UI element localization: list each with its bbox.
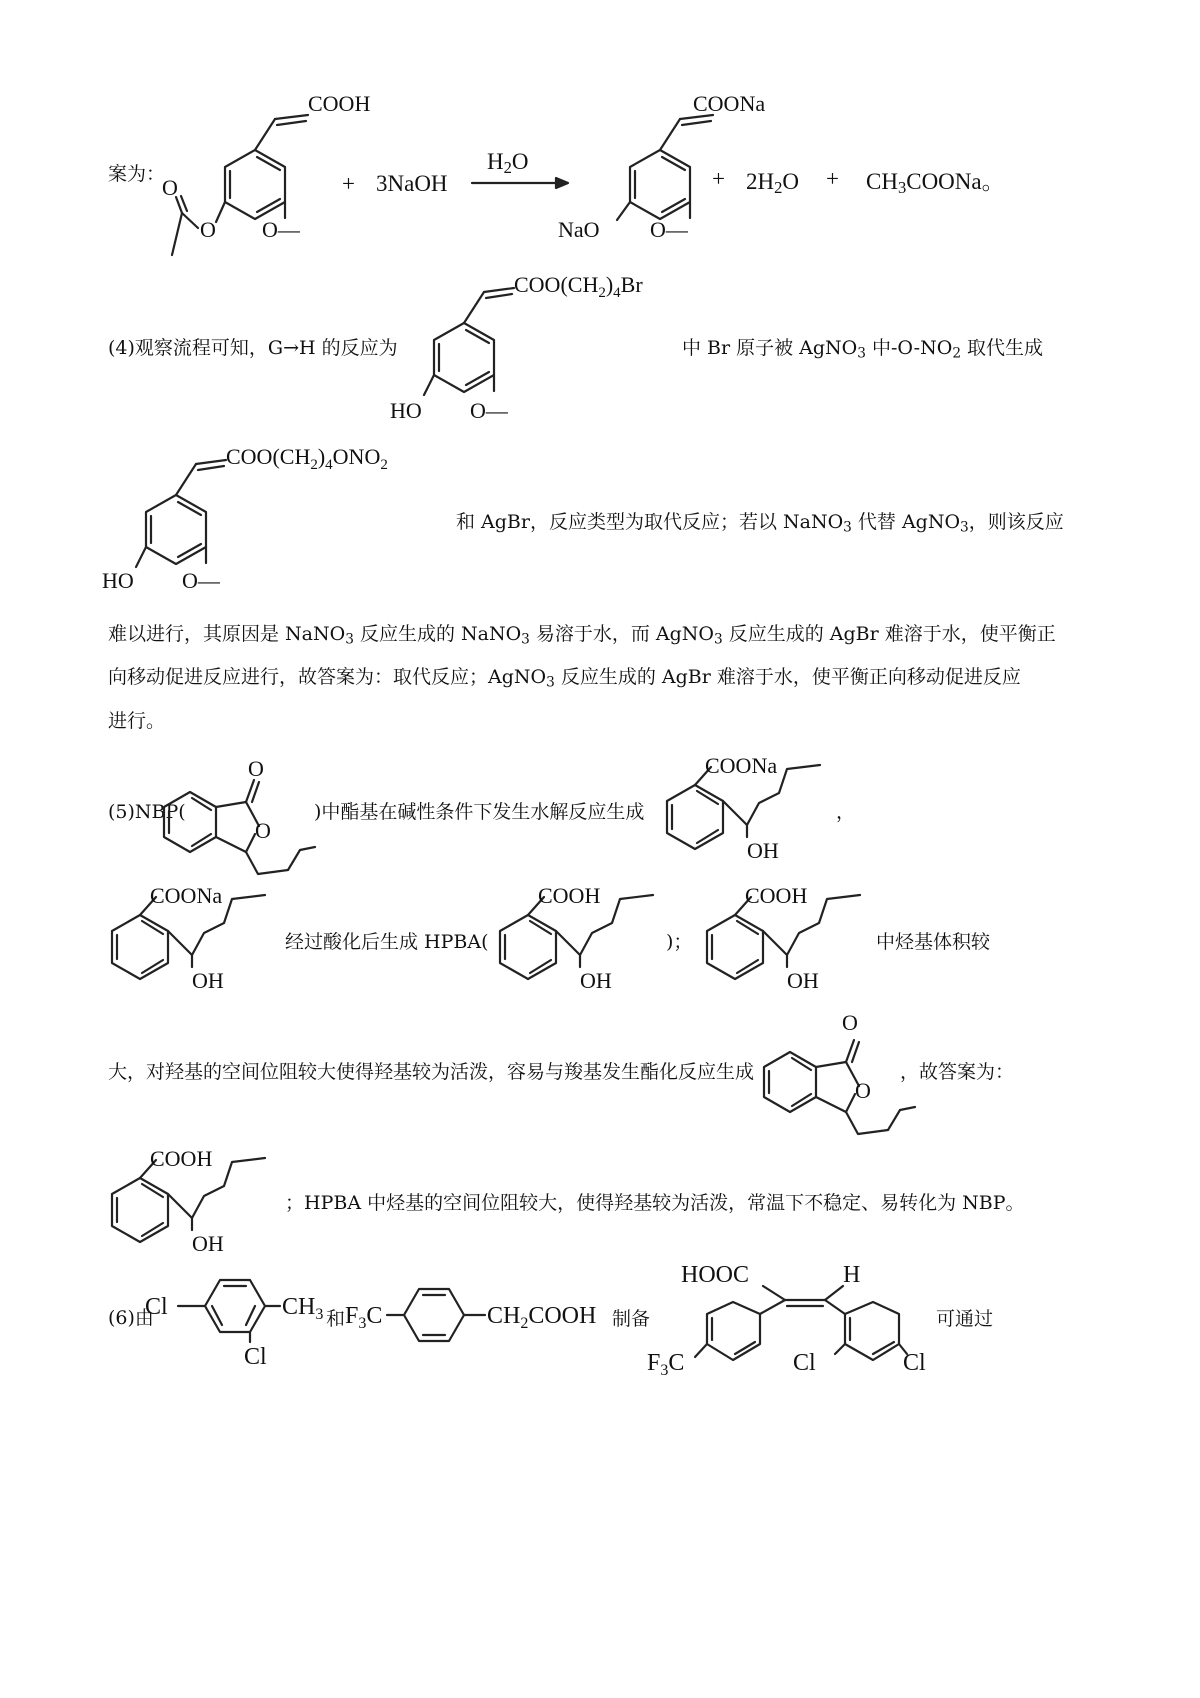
p4-text-1: (4)观察流程可知，G→H 的反应为	[108, 337, 398, 359]
methoxy-label: O—	[650, 217, 688, 242]
chlorine-label: Cl	[244, 1344, 267, 1370]
p4-text-6: 进行。	[108, 710, 166, 732]
p6-text-1: (6)由	[108, 1307, 154, 1329]
hpba-structure	[100, 1148, 290, 1263]
p5-text-2c: 中烃基体积较	[876, 931, 991, 953]
chlorine-label: Cl	[903, 1350, 926, 1376]
ester-o-label: O	[200, 217, 216, 242]
cooh-label: COOH	[745, 883, 808, 908]
chlorine-label: Cl	[145, 1294, 168, 1320]
p6-text-4: 可通过	[936, 1308, 994, 1330]
p5-text-1c: ，	[836, 801, 856, 823]
p4-text-5: 向移动促进反应进行，故答案为：取代反应；AgNO$_3$ 反应生成的 AgBr 难溶于水，使平衡正向移动促进反应	[108, 666, 1021, 691]
oh-label: OH	[580, 968, 612, 993]
cooh-label: COOH	[150, 1146, 213, 1171]
f3c-label: $F_3C$	[345, 1303, 383, 1332]
chlorine-label: Cl	[793, 1350, 816, 1376]
hpba-structure	[695, 885, 885, 1000]
methoxy-label: O—	[182, 568, 220, 593]
oh-label: OH	[747, 838, 779, 863]
coona-label: COONa	[705, 753, 778, 778]
compound-h-structure	[100, 440, 440, 600]
ester-nitrate-label: $COO(CH_2)_4ONO_2$	[226, 444, 388, 473]
ho-label: HO	[102, 568, 134, 593]
p5-text-2a: 经过酸化后生成 HPBA(	[285, 931, 489, 953]
p5-text-1a: (5)NBP(	[108, 801, 186, 823]
ring-o-label: O	[255, 818, 271, 843]
water-product: $2H_2O$	[746, 169, 800, 198]
oh-label: OH	[787, 968, 819, 993]
methoxy-label: O—	[262, 217, 300, 242]
coona-label: COONa	[150, 883, 223, 908]
reagent-naoh: 3NaOH	[376, 171, 448, 196]
ho-label: HO	[390, 398, 422, 423]
ring-o-label: O	[855, 1078, 871, 1103]
nao-label: NaO	[558, 217, 600, 242]
acetyl-ferulic-acid-structure	[150, 85, 371, 265]
p4-text-4: 难以进行，其原因是 NaNO$_3$ 反应生成的 NaNO$_3$ 易溶于水，而 AgNO$_3$ 反应生成的 AgBr 难溶于水，使平衡正	[108, 623, 1056, 648]
carbonyl-o-label: O	[248, 756, 264, 781]
carbonyl-o-label: O	[842, 1010, 858, 1035]
plus-sign: +	[342, 171, 355, 196]
carbonyl-o-label: O	[162, 175, 178, 200]
p6-text-2: 和	[326, 1308, 346, 1330]
ch2cooh-label: $CH_2COOH$	[487, 1303, 597, 1332]
f3c-label: $F_3C$	[647, 1350, 685, 1379]
arrow-label-water: $H_2O$	[487, 149, 529, 178]
methyl-label: $CH_3$	[282, 1294, 324, 1323]
p4-text-2: 中 Br 原子被 AgNO$_3$ 中$-O-NO_2$ 取代生成	[682, 337, 1044, 362]
nbp-structure	[760, 1012, 920, 1142]
plus-sign: +	[826, 166, 839, 191]
dichlorotoluene-structure	[140, 1262, 325, 1372]
coona-label: COONa	[693, 91, 766, 116]
sodium-hydroxypentyl-benzoate-structure	[100, 885, 290, 1000]
oh-label: OH	[192, 1231, 224, 1256]
ester-bromide-label: $COO(CH_2)_4Br$	[514, 272, 643, 301]
oh-label: OH	[192, 968, 224, 993]
answer-prefix: 案为：	[108, 163, 166, 185]
p5-text-4: ；HPBA 中烃基的空间位阻较大，使得羟基较为活泼，常温下不稳定、易转化为 NBP。	[285, 1192, 1025, 1214]
nbp-structure	[160, 752, 320, 882]
hooc-label: HOOC	[681, 1262, 750, 1288]
hpba-structure	[488, 885, 678, 1000]
p5-text-3b: ，故答案为：	[900, 1061, 1015, 1083]
cooh-label: COOH	[538, 883, 601, 908]
h-label: H	[843, 1262, 861, 1288]
p5-text-2b: )；	[666, 931, 693, 953]
target-acrylic-acid-structure	[645, 1262, 945, 1377]
p5-text-3a: 大，对羟基的空间位阻较大使得羟基较为活泼，容易与羧基发生酯化反应生成	[108, 1061, 755, 1083]
trifluoromethylphenylacetic-acid-structure	[345, 1285, 615, 1345]
p5-text-1b: )中酯基在碱性条件下发生水解反应生成	[314, 801, 645, 823]
plus-sign: +	[712, 166, 725, 191]
sodium-hydroxypentyl-benzoate-structure	[655, 755, 845, 870]
sodium-acetate-product: $CH_3COONa$。	[866, 169, 1005, 198]
p6-text-3: 制备	[612, 1308, 651, 1330]
p4-text-3: 和 AgBr，反应类型为取代反应；若以 NaNO$_3$ 代替 AgNO$_3$，则该反应	[456, 511, 1064, 536]
compound-g-structure	[388, 268, 678, 428]
cooh-label: COOH	[308, 91, 371, 116]
methoxy-label: O—	[470, 398, 508, 423]
